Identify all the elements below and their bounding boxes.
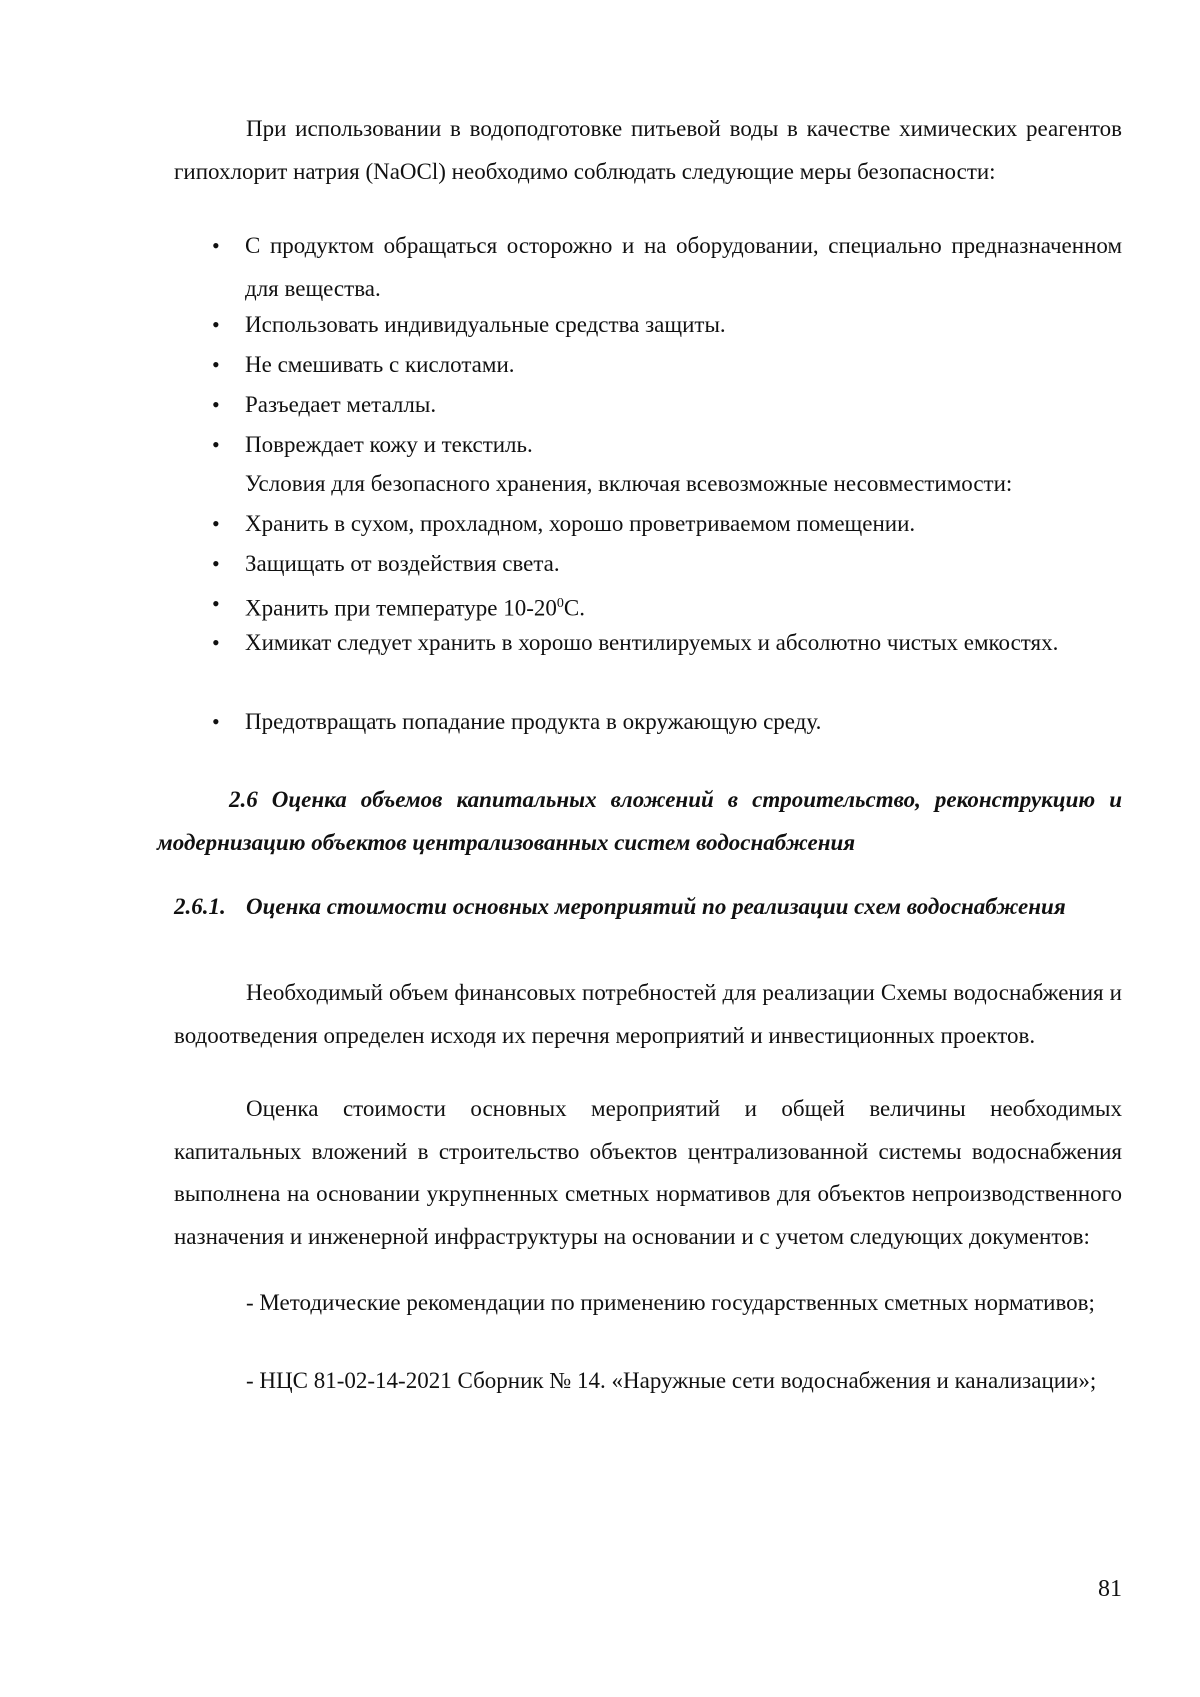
section-heading: 2.6 Оценка объемов капитальных вложений в строительство, реконструкцию и модернизацию объектов централизованных систем водоснабжения <box>157 787 1122 855</box>
page-number: 81 <box>1098 1576 1122 1602</box>
subsection-title: Оценка стоимости основных мероприятий по реализации схем водоснабжения <box>246 894 1066 919</box>
bullet-icon: • <box>212 709 220 734</box>
list-item: Химикат следует хранить в хорошо вентилируемых и абсолютно чистых емкостях. <box>245 630 1059 655</box>
list-item: Разъедает металлы. <box>245 392 437 417</box>
bullet-icon: • <box>212 511 220 536</box>
bullet-icon: • <box>212 551 220 576</box>
subsection-number: 2.6.1. <box>174 894 226 919</box>
list-item: С продуктом обращаться осторожно и на оборудовании, специально предназначенном для вещества. <box>245 233 1122 301</box>
bullet-icon: • <box>212 432 220 457</box>
list-item: Использовать индивидуальные средства защиты. <box>245 312 726 337</box>
list-item: Предотвращать попадание продукта в окружающую среду. <box>245 709 822 734</box>
temperature-text: Хранить при температуре 10-20 <box>245 595 557 621</box>
degree-superscript: 0 <box>556 596 564 611</box>
bullet-icon: • <box>212 233 220 258</box>
list-item: Повреждает кожу и текстиль. <box>245 432 533 457</box>
paragraph: Оценка стоимости основных мероприятий и общей величины необходимых капитальных вложений в строительство объектов централизованной системы водоснабжения выполнена на основании укрупненных сметных нормативов для объектов непроизводственного назначения и инженерной инфраструктуры на основании и с учетом следующих документов: <box>174 1096 1122 1249</box>
paragraph: Необходимый объем финансовых потребностей для реализации Схемы водоснабжения и водоотведения определен исходя их перечня мероприятий и инвестиционных проектов. <box>174 980 1122 1048</box>
bullet-icon: • <box>212 591 220 616</box>
list-item: Хранить в сухом, прохладном, хорошо проветриваемом помещении. <box>245 511 916 536</box>
bullet-icon: • <box>212 352 220 377</box>
bullet-icon: • <box>212 312 220 337</box>
list-item: Не смешивать с кислотами. <box>245 352 515 377</box>
storage-intro: Условия для безопасного хранения, включая всевозможные несовместимости: <box>245 471 1013 496</box>
intro-paragraph: При использовании в водоподготовке питьевой воды в качестве химических реагентов гипохлорит натрия (NaOCl) необходимо соблюдать следующие меры безопасности: <box>174 116 1122 184</box>
list-item: Защищать от воздействия света. <box>245 551 560 576</box>
bullet-icon: • <box>212 630 220 655</box>
paragraph: - НЦС 81-02-14-2021 Сборник № 14. «Наружные сети водоснабжения и канализации»; <box>246 1368 1097 1393</box>
bullet-icon: • <box>212 392 220 417</box>
temperature-unit: С. <box>563 595 585 621</box>
paragraph: - Методические рекомендации по применению государственных сметных нормативов; <box>246 1290 1095 1315</box>
subsection-heading <box>174 886 1122 929</box>
